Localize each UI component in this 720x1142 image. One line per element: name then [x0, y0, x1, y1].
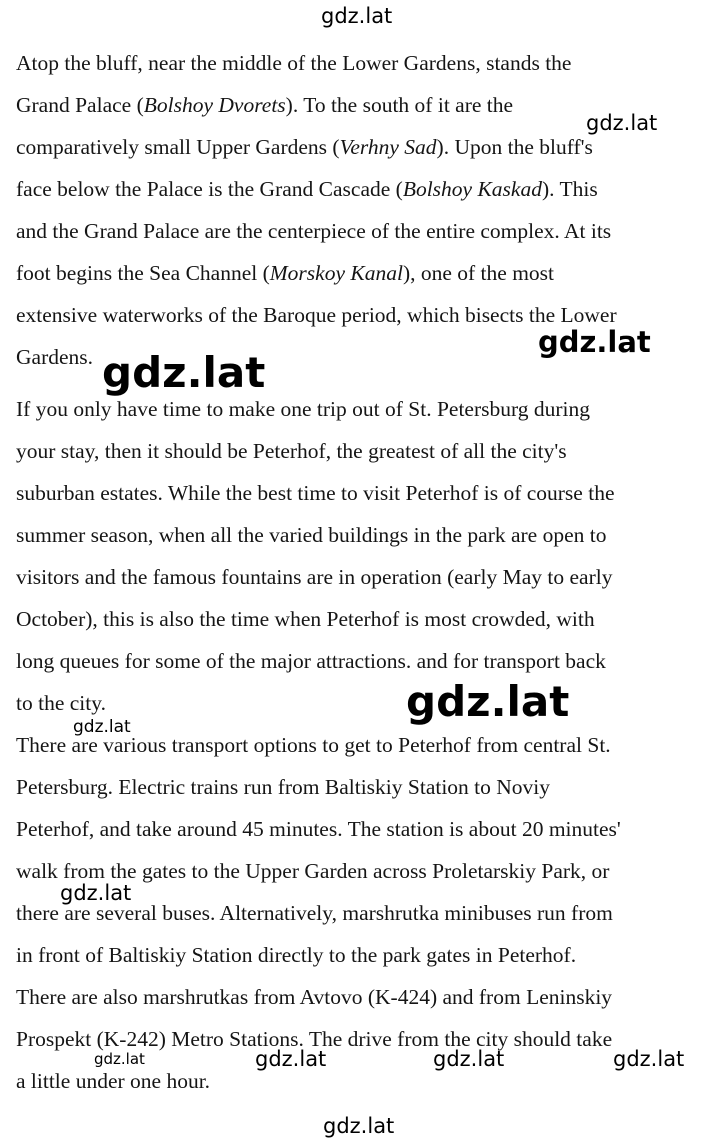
- watermark-large-center: gdz.lat: [406, 677, 570, 726]
- text-line: [16, 252, 706, 294]
- text-run: walk from the gates to the Upper Garden across Proletarskiy Park, or: [16, 859, 610, 883]
- text-run: Atop the bluff, near the middle of the Lower Gardens, stands the: [16, 51, 572, 75]
- text-run: foot begins the Sea Channel (: [16, 261, 270, 285]
- paragraph-visit-peterhof: [16, 388, 706, 724]
- text-run: summer season, when all the varied buildings in the park are open to: [16, 523, 607, 547]
- text-line: [16, 640, 706, 682]
- watermark-bottom-row-3: gdz.lat: [433, 1047, 505, 1071]
- text-run: ). Upon the bluff's: [436, 135, 593, 159]
- text-line: [16, 766, 706, 808]
- text-line: [16, 934, 706, 976]
- watermark-bottom-row-1: gdz.lat: [94, 1050, 145, 1068]
- text-run: a little under one hour.: [16, 1069, 211, 1093]
- watermark-top: gdz.lat: [321, 4, 393, 28]
- text-run: Peterhof, and take around 45 minutes. The station is about 20 minutes': [16, 817, 621, 841]
- watermark-paragraph1-right: gdz.lat: [586, 111, 658, 135]
- italic-term: Morskoy Kanal: [269, 261, 403, 285]
- text-run: There are also marshrutkas from Avtovo (K-424) and from Leninskiy: [16, 985, 613, 1009]
- text-run: Petersburg. Electric trains run from Baltiskiy Station to Noviy: [16, 775, 551, 799]
- italic-term: Bolshoy Dvorets: [143, 93, 286, 117]
- text-run: Grand Palace (: [16, 93, 144, 117]
- text-line: [16, 514, 706, 556]
- text-run: extensive waterworks of the Baroque period, which bisects the Lower: [16, 303, 617, 327]
- text-run: Prospekt (K-242) Metro Stations. The drive from the city should take: [16, 1027, 613, 1051]
- text-run: comparatively small Upper Gardens (: [16, 135, 340, 159]
- italic-term: Bolshoy Kaskad: [402, 177, 542, 201]
- text-line: [16, 430, 706, 472]
- text-line: [16, 808, 706, 850]
- paragraph-transport-options: [16, 724, 706, 1102]
- text-run: and the Grand Palace are the centerpiece of the entire complex. At its: [16, 219, 612, 243]
- text-run: your stay, then it should be Peterhof, the greatest of all the city's: [16, 439, 567, 463]
- text-run: long queues for some of the major attractions. and for transport back: [16, 649, 606, 673]
- text-run: in front of Baltiskiy Station directly to the park gates in Peterhof.: [16, 943, 577, 967]
- text-line: [16, 168, 706, 210]
- watermark-paragraph3-left-1: gdz.lat: [73, 717, 131, 737]
- text-run: Gardens.: [16, 345, 94, 369]
- text-line: [16, 556, 706, 598]
- text-line: [16, 976, 706, 1018]
- text-line: [16, 472, 706, 514]
- text-run: ). This: [541, 177, 598, 201]
- text-line: [16, 598, 706, 640]
- text-run: ), one of the most: [402, 261, 555, 285]
- text-run: face below the Palace is the Grand Cascade (: [16, 177, 403, 201]
- text-run: to the city.: [16, 691, 106, 715]
- text-run: If you only have time to make one trip out of St. Petersburg during: [16, 397, 591, 421]
- watermark-bottom-row-2: gdz.lat: [255, 1047, 327, 1071]
- text-run: there are several buses. Alternatively, marshrutka minibuses run from: [16, 901, 613, 925]
- watermark-paragraph1-end-right: gdz.lat: [538, 325, 651, 359]
- watermark-paragraph3-left-2: gdz.lat: [60, 881, 132, 905]
- text-line: [16, 42, 706, 84]
- text-run: ). To the south of it are the: [285, 93, 514, 117]
- watermark-bottom-row-4: gdz.lat: [613, 1047, 685, 1071]
- watermark-large-left: gdz.lat: [102, 348, 266, 397]
- text-run: visitors and the famous fountains are in operation (early May to early: [16, 565, 613, 589]
- text-run: October), this is also the time when Peterhof is most crowded, with: [16, 607, 595, 631]
- italic-term: Verhny Sad: [339, 135, 437, 159]
- text-line: [16, 210, 706, 252]
- watermark-footer: gdz.lat: [323, 1114, 395, 1138]
- text-run: There are various transport options to get to Peterhof from central St.: [16, 733, 611, 757]
- text-run: suburban estates. While the best time to visit Peterhof is of course the: [16, 481, 615, 505]
